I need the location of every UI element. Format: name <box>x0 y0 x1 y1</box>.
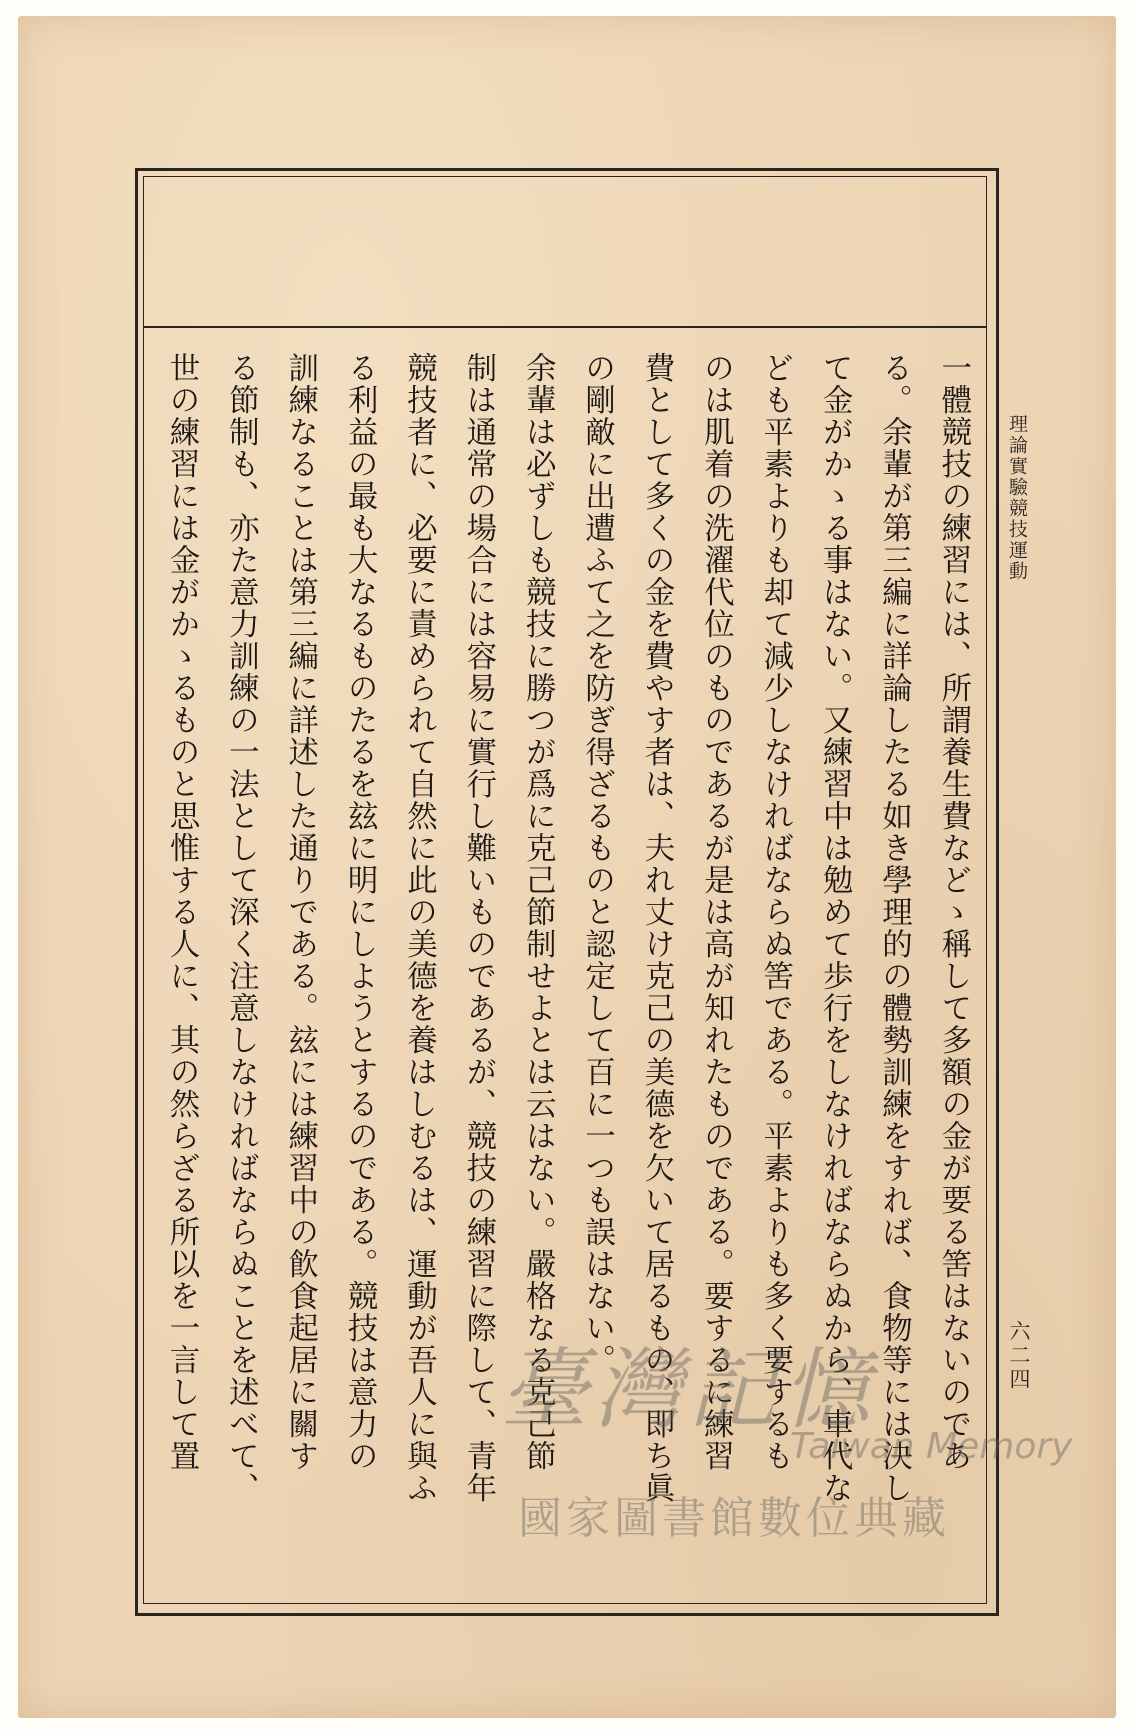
text-column: 訓練なることは第三編に詳述した通りである。玆には練習中の飮食起居に關す <box>282 352 318 1472</box>
text-column: 制は通常の場合には容易に實行し難いものであるが、競技の練習に際して、青年 <box>460 352 496 1504</box>
text-column: 競技者に、必要に責められて自然に此の美德を養はしむるは、運動が吾人に與ふ <box>401 352 437 1504</box>
running-head: 理論實驗競技運動 <box>1006 414 1028 582</box>
text-column: て金がかゝる事はない。又練習中は勉めて歩行をしなければならぬから、車代な <box>817 352 853 1504</box>
watermark-institution: 國家圖書館數位典藏 <box>518 1493 950 1544</box>
text-column: 世の練習には金がかゝるものと思惟する人に、其の然らざる所以を一言して置 <box>164 352 199 1472</box>
watermark-latin: Taiwan Memory <box>790 1426 1073 1467</box>
text-column: る利益の最も大なるものたるを玆に明にしようとするのである。競技は意力の <box>342 352 378 1472</box>
text-column: 一體競技の練習には、所謂養生費などゝ稱して多額の金が要る筈はないのであ <box>935 352 971 1472</box>
watermark-calligraphy: 臺灣記憶 <box>500 1338 877 1441</box>
text-column: の剛敵に出遭ふて之を防ぎ得ざるものと認定して百に一つも誤はない。 <box>579 352 615 1376</box>
text-column: のは肌着の洗濯代位のものであるが是は高が知れたものである。要するに練習 <box>698 352 734 1472</box>
text-column: 余輩は必ずしも競技に勝つが爲に克己節制せよとは云はない。嚴格なる克己節 <box>520 352 556 1472</box>
page-number: 六二四 <box>1007 1320 1031 1392</box>
header-rule <box>143 326 986 328</box>
text-column: 費として多くの金を費やす者は、夫れ丈け克己の美德を欠いて居るもの、即ち眞 <box>639 352 674 1504</box>
text-column: る。余輩が第三編に詳論したる如き學理的の體勢訓練をすれば、食物等には決し <box>876 352 912 1504</box>
text-column: る節制も、亦た意力訓練の一法として深く注意しなければならぬことを述べて、 <box>223 352 259 1504</box>
text-column: ども平素よりも却て減少しなければならぬ筈である。平素よりも多く要するも <box>757 352 793 1472</box>
watermark <box>500 1320 1073 1620</box>
